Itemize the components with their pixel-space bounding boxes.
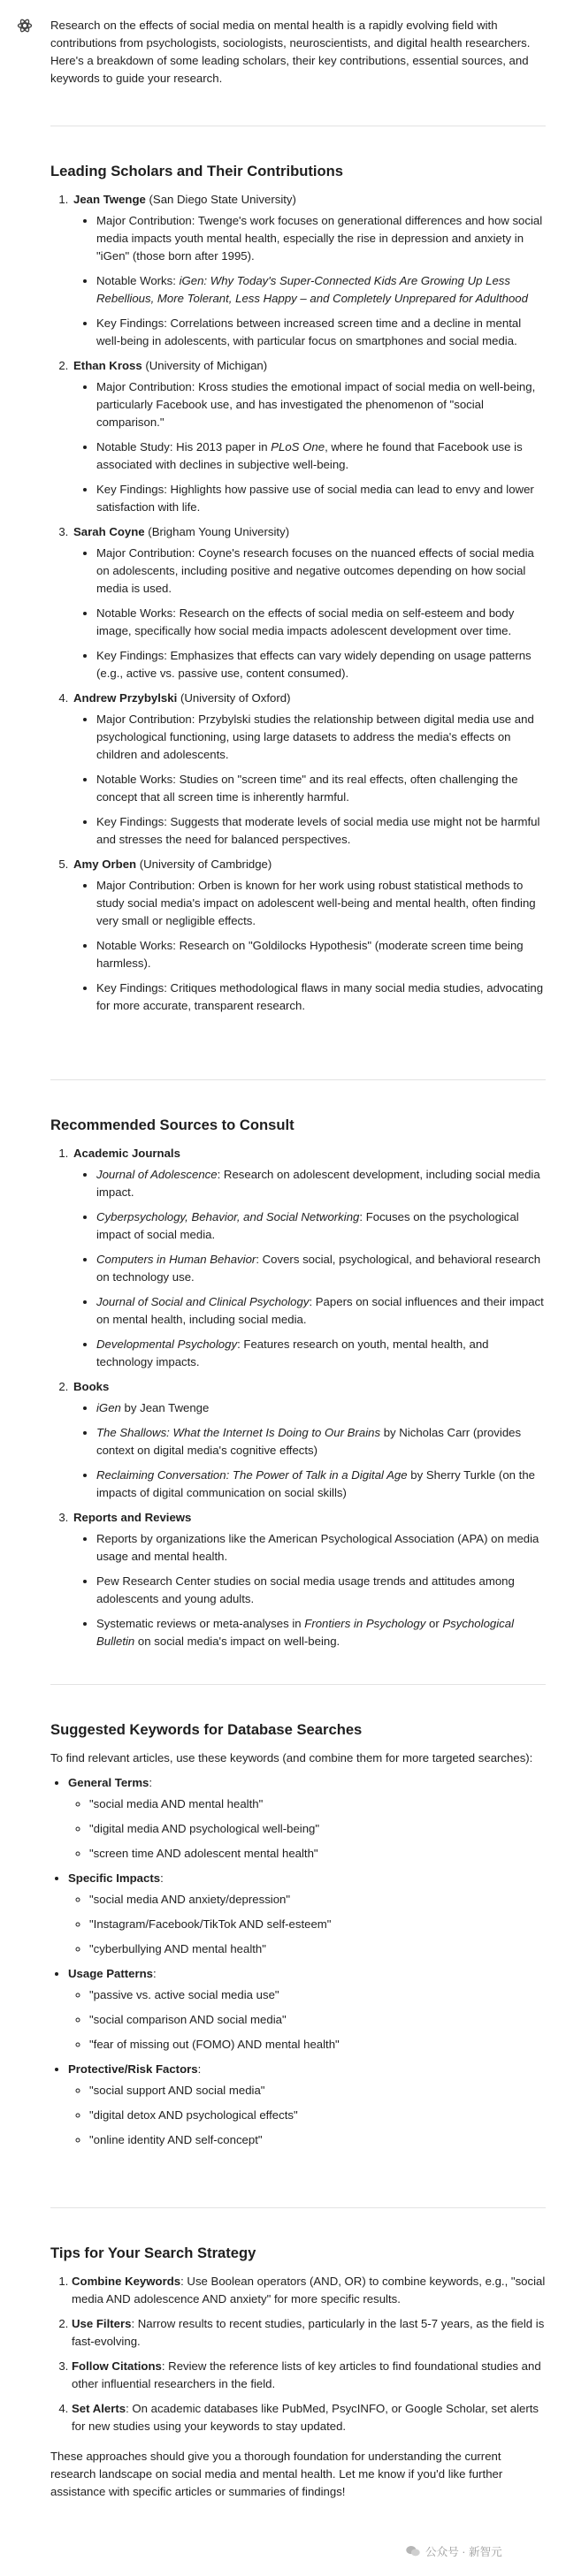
- keywords-lead: To find relevant articles, use these keywords (and combine them for more targeted searches):: [50, 1751, 533, 1764]
- scholar-point: [96, 877, 546, 930]
- keyword-item: ◦ "social comparison AND social media": [89, 2011, 546, 2029]
- source-item: [96, 1615, 546, 1650]
- source-group-header: [73, 1509, 546, 1527]
- source-items: [73, 1399, 546, 1502]
- keyword-item: ◦ "Instagram/Facebook/TikTok AND self-esteem": [89, 1916, 546, 1933]
- source-item: [96, 1293, 546, 1329]
- source-item: [96, 1399, 546, 1417]
- tip-title: Use Filters: [72, 2317, 132, 2330]
- keywords-heading: Suggested Keywords for Database Searches: [50, 1721, 363, 1738]
- scholar-affiliation: (Brigham Young University): [148, 525, 290, 538]
- source-group-header: [73, 1145, 546, 1162]
- source-text: : Papers on social influences and their impact on mental health, including social media.: [96, 1295, 544, 1326]
- scholar-point: [96, 481, 546, 516]
- keyword-item: ◦ "fear of missing out (FOMO) AND mental health": [89, 2036, 546, 2054]
- point-title: PLoS One: [271, 440, 325, 453]
- tip-text: : Use Boolean operators (AND, OR) to combine keywords, e.g., "social media AND adolescence AND anxiety" for more specific results.: [72, 2275, 546, 2305]
- scholar-point: [96, 937, 546, 972]
- source-title: Reclaiming Conversation: The Power of Talk in a Digital Age: [96, 1468, 408, 1482]
- scholar-points: [73, 378, 546, 516]
- scholar-affiliation: (University of Michigan): [145, 359, 268, 372]
- tips-section: [50, 2273, 546, 2501]
- scholar-name: Andrew Przybylski: [73, 691, 178, 705]
- source-item: [96, 1573, 546, 1608]
- scholar-item: [72, 191, 546, 350]
- scholar-header: [73, 357, 546, 375]
- scholar-point: [96, 711, 546, 764]
- scholar-name: Sarah Coyne: [73, 525, 145, 538]
- point-text: Major Contribution: Twenge's work focuses on generational differences and how social media impacts youth mental health, especially the rise in depression and anxiety in "iGen" (those born after 1995).: [96, 214, 543, 263]
- source-item: [96, 1530, 546, 1566]
- source-text: : Focuses on the psychological impact of social media.: [96, 1210, 519, 1241]
- source-item: [96, 1424, 546, 1459]
- keyword-group-title: Usage Patterns: [68, 1967, 154, 1980]
- scholar-point: [96, 212, 546, 265]
- point-text: Major Contribution: Kross studies the emotional impact of social media on well-being, particularly Facebook use, and has investigated the phenomenon of "social comparison.": [96, 380, 536, 429]
- tip-title: Combine Keywords: [72, 2275, 181, 2288]
- keyword-item: ◦ "social support AND social media": [89, 2082, 546, 2100]
- scholar-item: [72, 856, 546, 1015]
- keyword-group-header: • Protective/Risk Factors:: [68, 2062, 202, 2076]
- source-title: Developmental Psychology: [96, 1338, 238, 1351]
- keyword-item: ◦ "digital detox AND psychological effects": [89, 2107, 546, 2124]
- source-title: The Shallows: What the Internet Is Doing to Our Brains: [96, 1426, 381, 1439]
- source-items: [73, 1530, 546, 1650]
- scholar-affiliation: (San Diego State University): [149, 193, 296, 206]
- scholar-name: Ethan Kross: [73, 359, 142, 372]
- point-text: Key Findings: Emphasizes that effects can vary widely depending on usage patterns (e.g., active vs. passive use, content consumed).: [96, 649, 532, 680]
- scholar-point: [96, 315, 546, 350]
- source-text: : Features research on youth, mental health, and technology impacts.: [96, 1338, 489, 1368]
- point-text: Notable Works: Studies on "screen time" and its real effects, often challenging the concept that all screen time is inherently harmful.: [96, 773, 518, 804]
- source-title: Journal of Adolescence: [96, 1168, 218, 1181]
- tip-title: Set Alerts: [72, 2402, 126, 2415]
- keyword-group-title: General Terms: [68, 1776, 149, 1789]
- tips-heading: Tips for Your Search Strategy: [50, 2244, 256, 2261]
- tip-text: : On academic databases like PubMed, PsycINFO, or Google Scholar, set alerts for new studies using your keywords to stay updated.: [72, 2402, 539, 2433]
- point-text: Key Findings: Critiques methodological flaws in many social media studies, advocating for more accurate, transparent research.: [96, 981, 544, 1012]
- keyword-group-header: • Specific Impacts:: [68, 1871, 164, 1885]
- keyword-item: ◦ "online identity AND self-concept": [89, 2131, 546, 2149]
- keyword-group-header: • General Terms:: [68, 1776, 153, 1789]
- scholar-points: [73, 212, 546, 350]
- tip-item: [72, 2273, 546, 2308]
- keyword-items: [68, 1795, 546, 1863]
- source-text: by Nicholas Carr (provides context on digital media's cognitive effects): [96, 1426, 522, 1457]
- scholar-header: [73, 523, 546, 541]
- keyword-item: ◦ "screen time AND adolescent mental health": [89, 1845, 546, 1863]
- source-title: Frontiers in Psychology: [304, 1617, 426, 1630]
- scholars-heading: Leading Scholars and Their Contributions: [50, 163, 343, 179]
- scholar-point: [96, 771, 546, 806]
- sources-section: [50, 1145, 546, 1658]
- point-text: Major Contribution: Przybylski studies the relationship between digital media use and psychological functioning, using large datasets to address the media's effects on children and adolescents.: [96, 713, 534, 761]
- tip-item: [72, 2315, 546, 2351]
- scholar-point: [96, 979, 546, 1015]
- keyword-group: [68, 2061, 546, 2149]
- source-item: [96, 1336, 546, 1371]
- source-group-title: Academic Journals: [73, 1147, 180, 1160]
- tip-title: Follow Citations: [72, 2359, 162, 2373]
- source-text: by Sherry Turkle (on the impacts of digital communication on social skills): [96, 1468, 535, 1499]
- source-text: Reports by organizations like the American Psychological Association (APA) on media usage and mental health.: [96, 1532, 539, 1563]
- scholar-points: [73, 711, 546, 849]
- point-text: Key Findings: Highlights how passive use of social media can lead to envy and lower satisfaction with life.: [96, 483, 534, 514]
- source-item: [96, 1208, 546, 1244]
- keyword-items: [68, 2082, 546, 2149]
- scholar-point: [96, 605, 546, 640]
- source-item: [96, 1166, 546, 1201]
- watermark-text: 公众号 · 新智元: [425, 2546, 502, 2558]
- keyword-group: [68, 1774, 546, 1863]
- watermark: [405, 2542, 502, 2559]
- source-title: Computers in Human Behavior: [96, 1253, 256, 1266]
- scholar-point: [96, 647, 546, 682]
- source-items: [73, 1166, 546, 1371]
- scholar-name: Jean Twenge: [73, 193, 146, 206]
- source-text: : Research on adolescent development, including social media impact.: [96, 1168, 540, 1199]
- keyword-group: [68, 1870, 546, 1958]
- source-item: [96, 1467, 546, 1502]
- point-text: , where he found that Facebook use is associated with declines in subjective well-being.: [96, 440, 523, 471]
- keywords-section: [50, 1749, 546, 2156]
- scholar-header: [73, 690, 546, 707]
- scholar-point: [96, 378, 546, 431]
- wechat-icon: [405, 2545, 421, 2557]
- scholar-item: [72, 690, 546, 849]
- source-group-title: Books: [73, 1380, 110, 1393]
- keyword-item: ◦ "social media AND mental health": [89, 1795, 546, 1813]
- tip-item: [72, 2358, 546, 2393]
- point-text: Notable Works:: [96, 274, 180, 287]
- scholar-point: [96, 438, 546, 474]
- point-text: Major Contribution: Orben is known for her work using robust statistical methods to study social media's impact on adolescent well-being and mental health, often finding very small or negligible effects.: [96, 879, 536, 927]
- source-title: iGen: [96, 1401, 121, 1414]
- keyword-item: ◦ "passive vs. active social media use": [89, 1986, 546, 2004]
- keyword-item: ◦ "digital media AND psychological well-being": [89, 1820, 546, 1838]
- keyword-group-title: Protective/Risk Factors: [68, 2062, 198, 2076]
- scholar-item: [72, 357, 546, 516]
- scholar-points: [73, 545, 546, 682]
- keywords-list: [50, 1774, 546, 2149]
- tip-text: : Narrow results to recent studies, particularly in the last 5-7 years, as the field is fast-evolving.: [72, 2317, 545, 2348]
- scholar-point: [96, 813, 546, 849]
- sources-list: [50, 1145, 546, 1650]
- section-divider: [50, 1079, 546, 1080]
- scholars-section: [50, 191, 546, 1022]
- source-group: [72, 1509, 546, 1650]
- source-text: Systematic reviews or meta-analyses in: [96, 1617, 305, 1630]
- source-group: [72, 1145, 546, 1371]
- keyword-group-title: Specific Impacts: [68, 1871, 161, 1885]
- sources-heading: Recommended Sources to Consult: [50, 1117, 294, 1133]
- tip-item: [72, 2400, 546, 2435]
- scholar-affiliation: (University of Cambridge): [139, 857, 272, 871]
- source-text: by Jean Twenge: [120, 1401, 210, 1414]
- point-text: Notable Works: Research on the effects of social media on self-esteem and body image, specifically how social media impacts adolescent development over time.: [96, 606, 515, 637]
- scholar-header: [73, 191, 546, 209]
- source-group-title: Reports and Reviews: [73, 1511, 192, 1524]
- source-group-header: [73, 1378, 546, 1396]
- scholars-list: [50, 191, 546, 1015]
- point-text: Notable Works: Research on "Goldilocks Hypothesis" (moderate screen time being harmless).: [96, 939, 524, 970]
- keyword-group: [68, 1965, 546, 2054]
- source-title: Psychological Bulletin: [96, 1617, 515, 1648]
- source-item: [96, 1251, 546, 1286]
- source-title: Cyberpsychology, Behavior, and Social Networking: [96, 1210, 360, 1223]
- scholar-name: Amy Orben: [73, 857, 137, 871]
- intro-paragraph: Research on the effects of social media on mental health is a rapidly evolving field with contributions from psychologists, sociologists, neuroscientists, and digital health researchers. Here's a breakdown of some leading scholars, their key contributions, essential sources, and keywords to guide your research.: [50, 19, 531, 85]
- scholar-points: [73, 877, 546, 1015]
- source-text: Pew Research Center studies on social media usage trends and attitudes among adolescents and young adults.: [96, 1574, 515, 1605]
- keyword-item: ◦ "cyberbullying AND mental health": [89, 1940, 546, 1958]
- source-title: Journal of Social and Clinical Psychology: [96, 1295, 310, 1308]
- scholar-point: [96, 545, 546, 598]
- point-text: Major Contribution: Coyne's research focuses on the nuanced effects of social media on adolescents, including positive and negative outcomes depending on how social media is used.: [96, 546, 534, 595]
- scholar-header: [73, 856, 546, 873]
- closing-paragraph: These approaches should give you a thorough foundation for understanding the current research landscape on social media and mental health. Let me know if you'd like further assistance with specific articles or summaries of findings!: [50, 2450, 503, 2498]
- assistant-avatar-icon: [16, 17, 34, 34]
- scholar-item: [72, 523, 546, 682]
- scholar-point: [96, 272, 546, 308]
- tips-list: [50, 2273, 546, 2435]
- keyword-items: [68, 1986, 546, 2054]
- point-text: Key Findings: Correlations between increased screen time and a decline in mental well-being in adolescents, with particular focus on smartphones and social media.: [96, 316, 522, 347]
- keyword-group-header: • Usage Patterns:: [68, 1967, 157, 1980]
- keyword-item: ◦ "social media AND anxiety/depression": [89, 1891, 546, 1909]
- source-text: or: [425, 1617, 443, 1630]
- scholar-affiliation: (University of Oxford): [180, 691, 291, 705]
- source-group: [72, 1378, 546, 1502]
- keyword-items: [68, 1891, 546, 1958]
- tip-text: : Review the reference lists of key articles to find foundational studies and other influential researchers in the field.: [72, 2359, 541, 2390]
- point-text: Key Findings: Suggests that moderate levels of social media use might not be harmful and stresses the need for balanced perspectives.: [96, 815, 540, 846]
- source-text: : Covers social, psychological, and behavioral research on technology use.: [96, 1253, 541, 1284]
- point-title: iGen: Why Today's Super-Connected Kids Are Growing Up Less Rebellious, More Tolerant, Less Happy – and Completely Unprepared for Adulthood: [96, 274, 528, 305]
- point-text: Notable Study: His 2013 paper in: [96, 440, 272, 453]
- source-text: on social media's impact on well-being.: [134, 1635, 340, 1648]
- section-divider: [50, 2207, 546, 2208]
- section-divider: [50, 1684, 546, 1685]
